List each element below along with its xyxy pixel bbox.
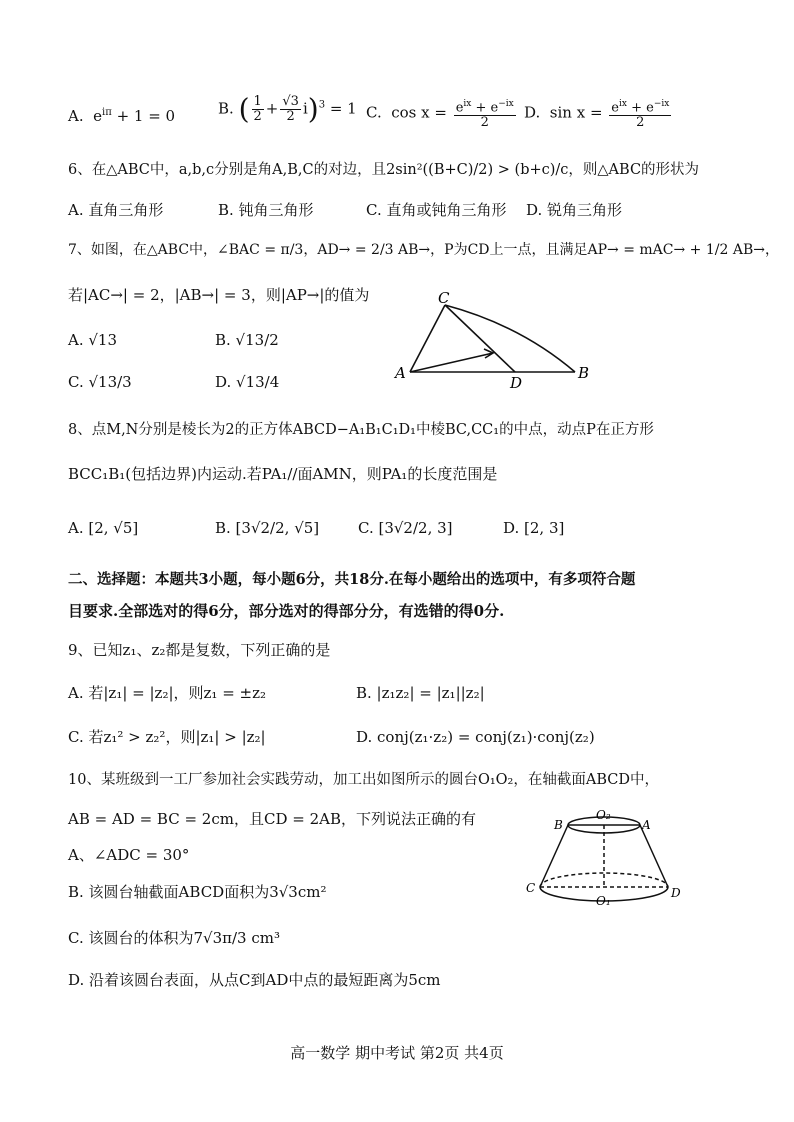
q10-label-o1: O₁ <box>596 894 611 908</box>
q6-option-b: B. 钝角三角形 <box>218 201 314 219</box>
q8-option-d: D. [2, 3] <box>503 519 565 537</box>
q10-option-a: A、∠ADC = 30° <box>68 846 190 864</box>
q7-triangle-figure <box>390 285 600 395</box>
q7-stem-1: 7、如图，在△ABC中，∠BAC = π/3，AD→ = 2/3 AB→，P为CD上一点，且满足AP→ = mAC→ + 1/2 AB→， <box>68 242 779 258</box>
q9-stem: 9、已知z₁、z₂都是复数，下列正确的是 <box>68 641 331 659</box>
q5-option-b: B. ( $\frac{1}{2}$ + $\frac{√3}{2}$ i)$^3$ = 1 <box>218 92 357 126</box>
section-2-heading-line-1: 二、选择题：本题共3小题，每小题6分，共18分.在每小题给出的选项中，有多项符合题 <box>68 571 636 588</box>
page-footer: 高一数学 期中考试 第2页 共4页 <box>290 1044 504 1062</box>
q8-option-a: A. [2, √5] <box>68 519 139 537</box>
q7-option-c: C. √13/3 <box>68 373 132 391</box>
q5-option-c: C. cos x = $\frac{e^{ix} + e^{-ix}}{2}$ <box>366 99 514 131</box>
q6-option-a: A. 直角三角形 <box>68 201 164 219</box>
q10-option-d: D. 沿着该圆台表面，从点C到AD中点的最短距离为5cm <box>68 971 441 989</box>
q5-option-c-label: C. <box>366 103 382 122</box>
q10-option-c: C. 该圆台的体积为7√3π/3 cm³ <box>68 929 280 947</box>
q10-label-b: B <box>554 818 563 832</box>
q9-option-a: A. 若|z₁| = |z₂|，则z₁ = ±z₂ <box>68 684 267 702</box>
q10-stem-1: 10、某班级到一工厂参加社会实践劳动，加工出如图所示的圆台O₁O₂，在轴截面ABCD中， <box>68 772 659 788</box>
q5-option-d: D. sin x = $\frac{e^{ix} + e^{-ix}}{2}$ <box>524 99 670 131</box>
q10-frustum-figure <box>518 805 688 915</box>
q10-option-b: B. 该圆台轴截面ABCD面积为3√3cm² <box>68 883 327 901</box>
q10-label-d: D <box>671 886 681 900</box>
q7-option-d: D. √13/4 <box>215 373 280 391</box>
section-2-heading-line-2: 目要求.全部选对的得6分，部分选对的得部分分，有选错的得0分. <box>68 602 505 620</box>
q9-option-d: D. conj(z₁·z₂) = conj(z₁)·conj(z₂) <box>356 728 595 746</box>
q9-option-b: B. |z₁z₂| = |z₁||z₂| <box>356 684 485 702</box>
q5-option-a: A. $e^{i\pi} + 1 = 0$ <box>68 107 176 125</box>
q6-option-d: D. 锐角三角形 <box>526 201 623 219</box>
q8-stem-1: 8、点M,N分别是棱长为2的正方体ABCD−A₁B₁C₁D₁中棱BC,CC₁的中点，动点P在正方形 <box>68 422 654 438</box>
q7-stem-2: 若|AC→| = 2，|AB→| = 3，则|AP→|的值为 <box>68 286 370 304</box>
q6-stem: 6、在△ABC中，a,b,c分别是角A,B,C的对边，且2sin²((B+C)/2) > (b+c)/c，则△ABC的形状为 <box>68 162 700 178</box>
q10-label-o2: O₂ <box>596 808 611 822</box>
q7-label-a: A <box>395 364 406 382</box>
q6-option-c: C. 直角或钝角三角形 <box>366 201 507 219</box>
q7-label-b: B <box>578 364 590 382</box>
q5-option-b-label: B. <box>218 99 234 118</box>
q8-option-b: B. [3√2/2, √5] <box>215 519 320 537</box>
q10-label-a: A <box>642 818 651 832</box>
q7-label-d: D <box>510 374 523 392</box>
q10-label-c: C <box>526 881 536 895</box>
q8-stem-2: BCC₁B₁(包括边界)内运动.若PA₁//面AMN，则PA₁的长度范围是 <box>68 465 498 483</box>
q5-option-d-label: D. <box>524 103 541 122</box>
q10-stem-2: AB = AD = BC = 2cm，且CD = 2AB，下列说法正确的有 <box>68 810 476 828</box>
q7-triangle-lines <box>410 305 575 372</box>
q7-option-b: B. √13/2 <box>215 331 279 349</box>
q7-option-a: A. √13 <box>68 331 118 349</box>
q8-option-c: C. [3√2/2, 3] <box>358 519 453 537</box>
q7-label-c: C <box>438 289 450 307</box>
q9-option-c: C. 若z₁² > z₂²，则|z₁| > |z₂| <box>68 728 266 746</box>
